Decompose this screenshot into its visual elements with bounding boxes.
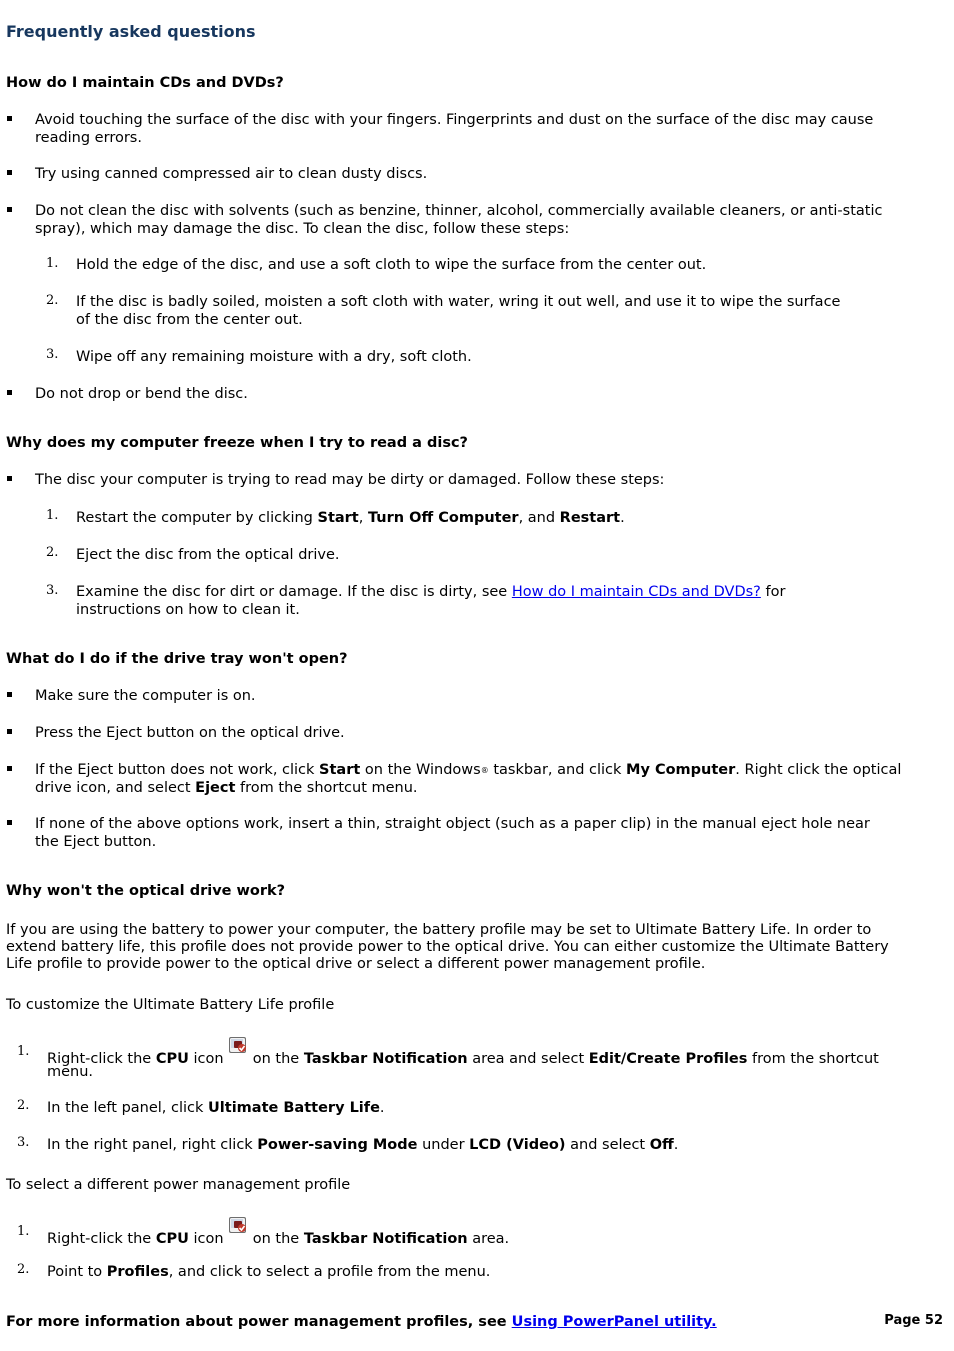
bullet-icon (7, 170, 12, 175)
step-number: 2. (46, 293, 59, 308)
step-number: 1. (46, 508, 59, 523)
bullet-text: The disc your computer is trying to read may be dirty or damaged. Follow these steps: (35, 472, 665, 488)
step-number: 3. (46, 347, 59, 362)
faq-heading-maintain-discs: How do I maintain CDs and DVDs? (6, 75, 284, 91)
step-number: 2. (17, 1262, 30, 1277)
cpu-icon (228, 1215, 248, 1235)
bullet-icon (7, 116, 12, 121)
step-text: Wipe off any remaining moisture with a dry, soft cloth. (76, 349, 472, 365)
bullet-text: Make sure the computer is on. (35, 688, 256, 704)
step-text: instructions on how to clean it. (76, 602, 300, 618)
bullet-text: If the Eject button does not work, click Start on the Windows® taskbar, and click My Computer. Right click the optical (35, 762, 902, 778)
step-number: 1. (46, 256, 59, 271)
step-text: Hold the edge of the disc, and use a soft cloth to wipe the surface from the center out. (76, 257, 707, 273)
step-number: 2. (46, 545, 59, 560)
step-number: 1. (17, 1224, 30, 1239)
bullet-icon (7, 390, 12, 395)
step-text: Point to Profiles, and click to select a profile from the menu. (47, 1264, 491, 1280)
paragraph-text: extend battery life, this profile does not provide power to the optical drive. You can either customize the Ultimate Battery (6, 939, 889, 955)
bullet-text: Do not clean the disc with solvents (such as benzine, thinner, alcohol, commercially available cleaners, or anti-static (35, 203, 883, 219)
step-text: Restart the computer by clicking Start, Turn Off Computer, and Restart. (76, 510, 625, 526)
page-title: Frequently asked questions (6, 22, 256, 41)
cpu-icon (228, 1035, 248, 1055)
bullet-text: drive icon, and select Eject from the shortcut menu. (35, 780, 418, 796)
bullet-text: Do not drop or bend the disc. (35, 386, 248, 402)
faq-heading-optical-drive: Why won't the optical drive work? (6, 883, 286, 899)
bullet-icon (7, 476, 12, 481)
step-number: 1. (17, 1044, 30, 1059)
bullet-text: Avoid touching the surface of the disc with your fingers. Fingerprints and dust on the surface of the disc may cause (35, 112, 874, 128)
bullet-icon (7, 729, 12, 734)
step-text: Right-click the CPU icon on the Taskbar Notification area and select Edit/Create Profiles from the shortcut (47, 1045, 879, 1068)
page-number: Page 52 (884, 1313, 943, 1328)
bullet-icon (7, 766, 12, 771)
faq-heading-tray: What do I do if the drive tray won't open? (6, 651, 348, 667)
step-text: of the disc from the center out. (76, 312, 303, 328)
paragraph-text: If you are using the battery to power your computer, the battery profile may be set to Ultimate Battery Life. In order to (6, 922, 872, 938)
paragraph-text: Life profile to provide power to the optical drive or select a different power management profile. (6, 956, 706, 972)
link-powerpanel-utility[interactable]: Using PowerPanel utility. (511, 1314, 717, 1330)
faq-heading-freeze: Why does my computer freeze when I try to read a disc? (6, 435, 468, 451)
step-number: 3. (17, 1135, 30, 1150)
step-text: Eject the disc from the optical drive. (76, 547, 340, 563)
paragraph-text: To select a different power management profile (6, 1177, 351, 1193)
step-number: 2. (17, 1098, 30, 1113)
footer-text: For more information about power management profiles, see Using PowerPanel utility. (6, 1314, 717, 1330)
bullet-text: reading errors. (35, 130, 142, 146)
bullet-icon (7, 207, 12, 212)
bullet-text: the Eject button. (35, 834, 157, 850)
step-text: In the right panel, right click Power-saving Mode under LCD (Video) and select Off. (47, 1137, 679, 1153)
bullet-text: Press the Eject button on the optical drive. (35, 725, 345, 741)
bullet-icon (7, 820, 12, 825)
step-text: Examine the disc for dirt or damage. If the disc is dirty, see How do I maintain CDs and DVDs? for (76, 584, 786, 600)
bullet-text: spray), which may damage the disc. To clean the disc, follow these steps: (35, 221, 570, 237)
step-number: 3. (46, 583, 59, 598)
step-text: menu. (47, 1064, 94, 1080)
bullet-text: Try using canned compressed air to clean dusty discs. (35, 166, 428, 182)
bullet-icon (7, 692, 12, 697)
step-text: In the left panel, click Ultimate Battery Life. (47, 1100, 385, 1116)
paragraph-text: To customize the Ultimate Battery Life profile (6, 997, 335, 1013)
step-text: If the disc is badly soiled, moisten a soft cloth with water, wring it out well, and use it to wipe the surface (76, 294, 841, 310)
bullet-text: If none of the above options work, insert a thin, straight object (such as a paper clip) in the manual eject hole near (35, 816, 870, 832)
link-maintain-discs[interactable]: How do I maintain CDs and DVDs? (511, 584, 761, 600)
step-text: Right-click the CPU icon on the Taskbar Notification area. (47, 1225, 509, 1248)
